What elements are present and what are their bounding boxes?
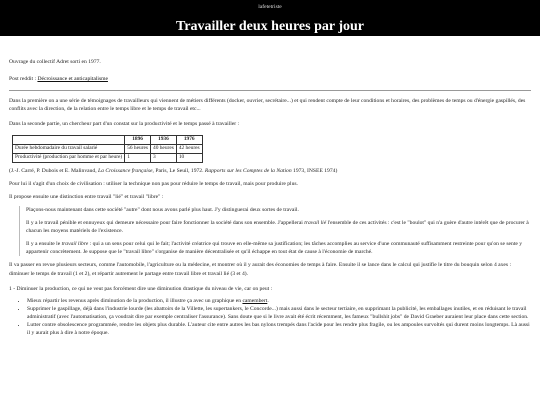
reference-citation [9, 167, 531, 175]
table-header-cell: 1936 [151, 135, 177, 144]
citation-book-title: La Croissance française [98, 167, 153, 174]
paragraph-first-part: Dans la première on a une série de témoignages de travailleurs qui viennent de métiers différents (docker, ouvrier, secrétaire...) et qui rendent compte de leur conditions et horaires, des problèmes de temps ou d'énergie gaspillés, des conflits avec la direction, de la relation entre le temps libre et le temps de travail etc... [9, 98, 526, 113]
table-row [13, 153, 203, 162]
table-cell: 42 heures [176, 144, 202, 153]
table-header-cell [13, 135, 125, 144]
bullet-list [9, 297, 531, 338]
quote-paragraph [26, 219, 531, 235]
quote-block [19, 206, 531, 257]
list-item: • Lutter contre obsolescence programmée, rendre les objets plus durable. L'auteur cite entre autres les bas nylons trempés dans l'acide pour les rendre plus fragile, ou les ampoules survoltés qui durent moins longtemps. Là aussi il y aurait plus à dire à notre époque. [27, 321, 531, 337]
reddit-post-line [9, 75, 531, 83]
table-header-cell: 1896 [125, 135, 151, 144]
citation-part: (J.-J. Carré, P. Dubois et E. Malinvaud, [9, 167, 99, 174]
distinction-paragraph: Il propose ensuite une distinction entre travail "lié" et travail "libre" : [9, 193, 164, 200]
quote-text: : qui a un sens pour celui qui le fait; l'activité créatrice qui trouve en elle-même sa justification; les tâches accomplies au service d'une communauté suffisamment restreinte pour qu'on se sente y appartenir concrètement. Je suppose que le "travail libre" s'organise de manière décentralisée et qu'il échappe en tout état de cause à l'économie de marché. [26, 241, 523, 256]
reddit-post-prefix: Post reddit : [9, 76, 38, 83]
divider [9, 90, 531, 91]
quote-text: Il y a le travail pénible et ennuyeux qui demeure nécessaire pour faire fonctionner la société dans son ensemble. J'appellerai [26, 219, 305, 226]
quote-emphasis: travail libre [61, 241, 89, 248]
citation-report-title: Rapports sur les Comptes de la Nation [204, 167, 292, 174]
quote-text: l'ensemble de ces activités : c'est le "boulot" qui n'a guère d'autre intérêt que de procurer à chacun les moyens matériels de l'existence. [26, 219, 529, 235]
article-body [0, 58, 540, 337]
quote-emphasis: travail lié [304, 219, 327, 226]
citation-part: 1973, INSEE 1974) [291, 167, 338, 174]
reduce-production-paragraph: 1 - Diminuer la production, ce qui ne veut pas forcément dire une diminution drastique du niveau de vie, car on peut : [9, 285, 273, 292]
civilisation-paragraph: Pour lui il s'agit d'un choix de civilisation : utiliser la technique non pas pour réduire le temps de travail, mais pour produire plus. [9, 180, 298, 187]
list-item [27, 297, 531, 305]
quote-paragraph [26, 240, 531, 256]
camembert-link[interactable]: camembert [242, 297, 268, 304]
table-cell: Productivité (production par homme et par heure) [13, 153, 125, 162]
paragraph-second-part: Dans la seconde partie, un chercheur part d'un constat sur la productivité et le temps passé à travailler : [9, 121, 240, 128]
table-header-cell: 1976 [176, 135, 202, 144]
site-header [0, 0, 540, 36]
table-cell: Durée hebdomadaire du travail salarié [13, 144, 125, 153]
productivity-table [12, 135, 203, 163]
table-cell: 40 heures [151, 144, 177, 153]
table-header-row [13, 135, 203, 144]
list-item: • Supprimer le gaspillage, déjà dans l'industrie lourde (les abattoirs de la Villette, les supertankers, le Concorde...) mais aussi dans le secteur tertiaire, en supprimant la publicité, les emballages inutiles, et en réduisant le travail administratif (avec l'automatisation, ça voudrait dire par exemple centraliser l'assurance). Sans doute que si le livre avait été écrit récemment, les fameux "bullshit jobs" de David Graeber auraient leur place dans cette section. [27, 305, 531, 321]
reddit-post-link[interactable]: Décroissance et anticapitalisme [37, 76, 108, 83]
table-row [13, 144, 203, 153]
quote-text: Il y a ensuite le [26, 241, 62, 248]
table-cell: 3 [151, 153, 177, 162]
table-cell: 56 heures [125, 144, 151, 153]
quote-paragraph: Plaçons-nous maintenant dans cette société "autre" dont nous avons parlé plus haut. J'y distinguerai deux sortes de travail. [26, 206, 299, 213]
citation-part: , Paris, Le Seuil, 1972. [152, 167, 205, 174]
page-title: Travailler deux heures par jour [176, 19, 364, 35]
sectors-paragraph: Il va passer en revue plusieurs secteurs, comme l'automobile, l'agriculture ou la médecine, et montrer où il y aurait des économies de temps à faire. Ensuite il se lance dans le calcul qui justifie le titre du bouquin selon 4 axes : diminuer le temps de travail (1 et 2), et répartir autrement le partage entre travail libre et travail lié (3 et 4). [9, 262, 512, 277]
intro-text: Ouvrage du collectif Adret sorti en 1977. [9, 59, 101, 65]
list-item-text: Mieux répartir les revenus après diminution de la production, il illustre ça avec un graphique en [27, 297, 243, 304]
table-cell: 1 [125, 153, 151, 162]
list-item-text: . [267, 297, 269, 304]
table-cell: 10 [176, 153, 202, 162]
site-name[interactable]: lafetetriste [258, 4, 282, 10]
